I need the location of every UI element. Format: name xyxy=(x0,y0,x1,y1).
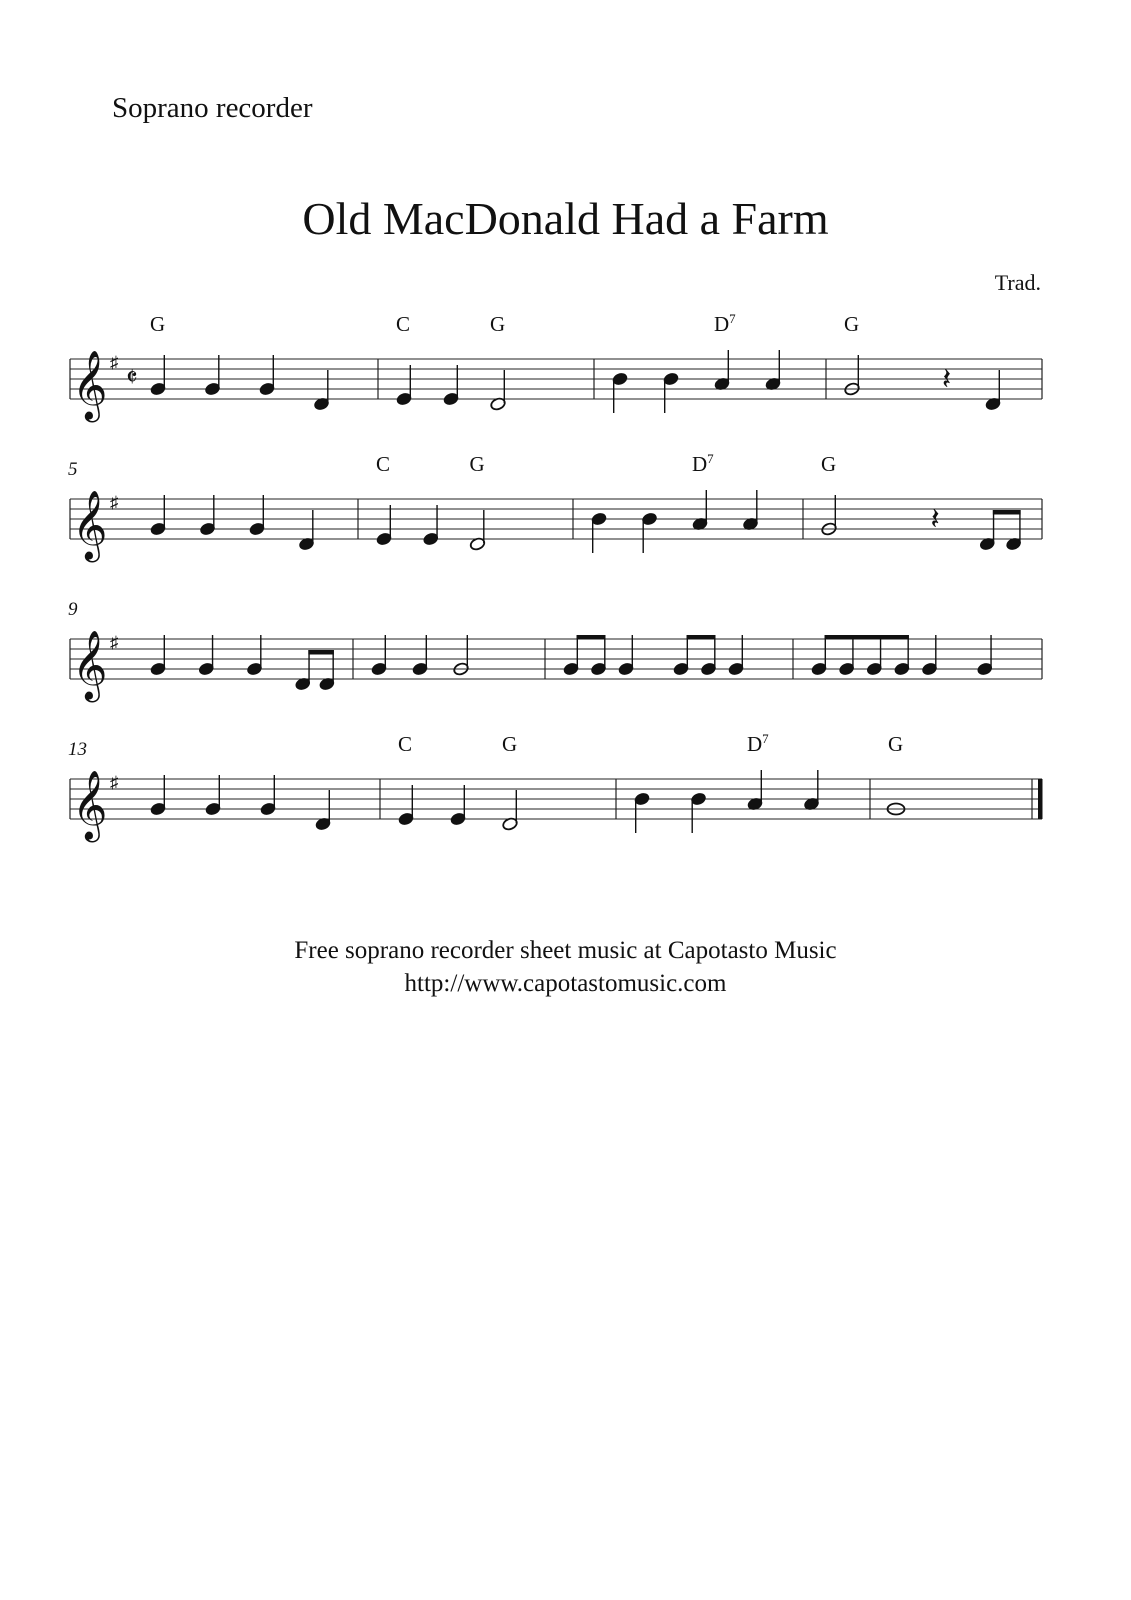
beam xyxy=(577,635,606,640)
cut-time-icon: 𝄵 xyxy=(126,363,138,392)
chord-symbol: C xyxy=(376,452,391,476)
chord-symbol: G xyxy=(502,732,518,756)
chord-symbol: $D^7$ xyxy=(714,311,736,336)
treble-clef-icon: 𝄞 xyxy=(72,352,108,418)
sharp-icon: ♯ xyxy=(110,773,119,792)
beam xyxy=(825,635,909,640)
chord-symbol: G xyxy=(150,312,166,336)
measure-number: 13 xyxy=(68,739,87,760)
composer-credit: Trad. xyxy=(994,270,1041,295)
sharp-icon: ♯ xyxy=(110,353,119,372)
instrument-label: Soprano recorder xyxy=(112,92,313,124)
chord-symbol: C xyxy=(398,732,413,756)
chord-symbol: G xyxy=(844,312,860,336)
chord-symbol: G xyxy=(821,452,837,476)
page-title: Old MacDonald Had a Farm xyxy=(302,193,829,244)
quarter-rest-icon: 𝄽 xyxy=(942,363,952,396)
measure-number: 9 xyxy=(68,599,78,620)
final-barline xyxy=(1038,779,1043,819)
footer-url[interactable]: http://www.capotastomusic.com xyxy=(404,970,727,997)
chord-symbol: G xyxy=(888,732,904,756)
beam xyxy=(687,635,716,640)
sharp-icon: ♯ xyxy=(110,633,119,652)
chord-symbol: G xyxy=(490,312,506,336)
beam xyxy=(993,510,1021,515)
footer xyxy=(0,934,1131,1000)
chord-symbol: C xyxy=(396,312,411,336)
measure-number: 5 xyxy=(68,459,78,480)
chord-symbol: $D^7$ xyxy=(747,731,769,756)
treble-clef-icon: 𝄞 xyxy=(72,492,108,558)
treble-clef-icon: 𝄞 xyxy=(72,632,108,698)
chord-symbol: G xyxy=(469,452,485,476)
sharp-icon: ♯ xyxy=(110,493,119,512)
beam xyxy=(308,650,334,655)
treble-clef-icon: 𝄞 xyxy=(72,772,108,838)
footer-credit: Free soprano recorder sheet music at Capotasto Music xyxy=(294,937,837,964)
chord-symbol: $D^7$ xyxy=(692,451,714,476)
quarter-rest-icon: 𝄽 xyxy=(930,503,940,536)
